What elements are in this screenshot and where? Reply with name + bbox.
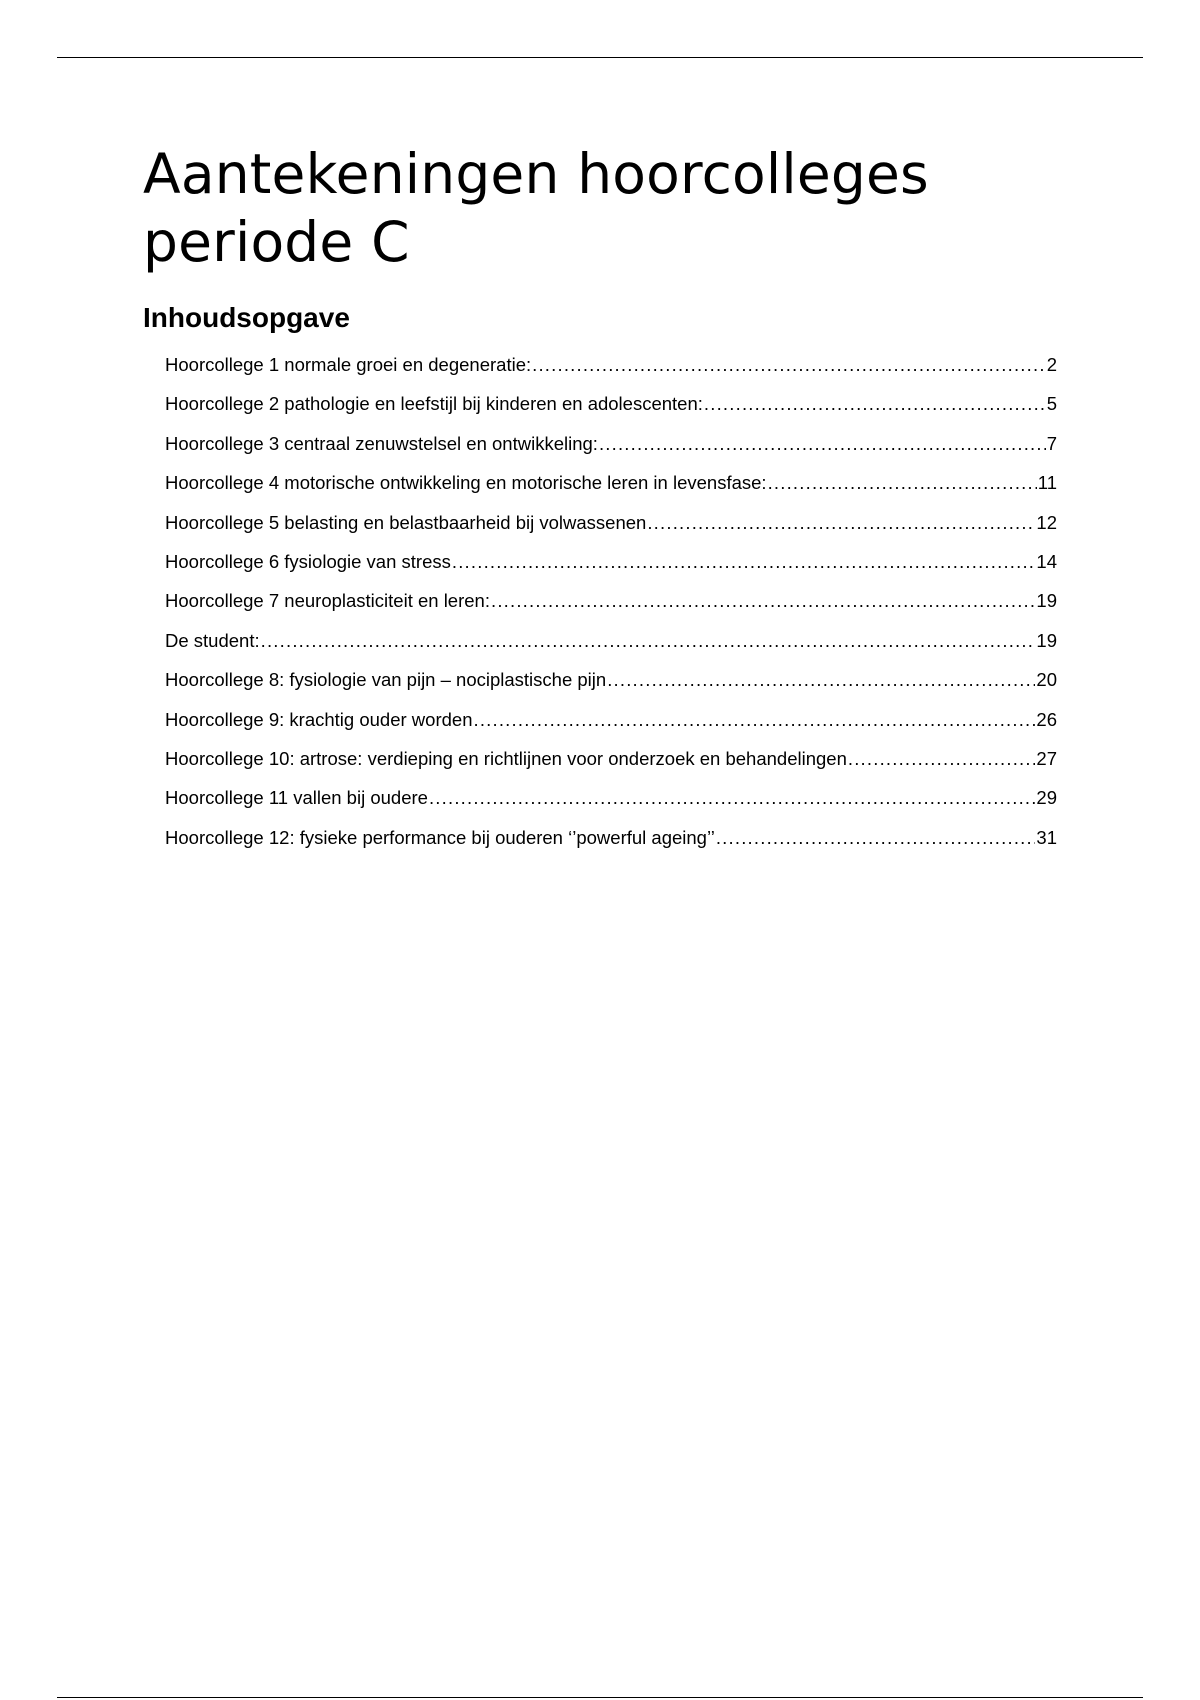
toc-dot-leader xyxy=(704,389,1046,419)
toc-entry-label: Hoorcollege 6 fysiologie van stress xyxy=(165,550,451,572)
toc-entry-page: 5 xyxy=(1046,393,1057,415)
toc-entry-label: Hoorcollege 9: krachtig ouder worden xyxy=(165,708,473,730)
toc-entry[interactable] xyxy=(165,586,1057,625)
footer-rule xyxy=(57,1697,1143,1698)
toc-dot-leader xyxy=(491,586,1035,616)
toc-entry-label: Hoorcollege 10: artrose: verdieping en richtlijnen voor onderzoek en behandelingen xyxy=(165,747,847,769)
toc-dot-leader xyxy=(261,626,1036,656)
toc-dot-leader xyxy=(848,744,1036,774)
toc-entry-page: 2 xyxy=(1046,354,1057,375)
toc-dot-leader xyxy=(473,705,1035,735)
toc-heading: Inhoudsopgave xyxy=(143,302,350,333)
toc-dot-leader xyxy=(607,665,1035,695)
toc-entry-label: De student: xyxy=(165,629,260,651)
toc-entry-label: Hoorcollege 3 centraal zenuwstelsel en ontwikkeling: xyxy=(165,432,598,454)
toc-dot-leader xyxy=(532,350,1046,380)
document-title xyxy=(143,140,1043,276)
table-of-contents xyxy=(165,350,1057,862)
toc-dot-leader xyxy=(768,468,1037,498)
toc-dot-leader xyxy=(716,823,1036,853)
toc-entry-page: 26 xyxy=(1036,708,1057,730)
toc-entry-page: 29 xyxy=(1036,787,1057,809)
toc-entry-label: Hoorcollege 8: fysiologie van pijn – nociplastische pijn xyxy=(165,669,607,691)
toc-entry-label: Hoorcollege 11 vallen bij oudere xyxy=(165,787,428,809)
toc-entry[interactable] xyxy=(165,626,1057,665)
toc-entry[interactable] xyxy=(165,705,1057,744)
toc-dot-leader xyxy=(599,429,1046,459)
toc-entry-label: Hoorcollege 2 pathologie en leefstijl bij kinderen en adolescenten: xyxy=(165,393,703,415)
header-rule xyxy=(57,57,1143,58)
toc-entry-page: 12 xyxy=(1036,511,1057,533)
toc-entry-page: 20 xyxy=(1036,669,1057,691)
toc-entry[interactable] xyxy=(165,350,1057,389)
toc-entry-page: 7 xyxy=(1046,432,1057,454)
toc-entry-label: Hoorcollege 12: fysieke performance bij ouderen ‘’powerful ageing’’ xyxy=(165,826,715,848)
toc-entry[interactable] xyxy=(165,823,1057,862)
toc-entry-page: 27 xyxy=(1036,747,1057,769)
toc-entry-page: 11 xyxy=(1037,472,1057,494)
toc-entry-label: Hoorcollege 4 motorische ontwikkeling en motorische leren in levensfase: xyxy=(165,472,767,494)
toc-entry[interactable] xyxy=(165,468,1057,507)
document-title-line-2: periode C xyxy=(143,210,410,274)
toc-dot-leader xyxy=(647,508,1035,538)
toc-entry[interactable] xyxy=(165,547,1057,586)
toc-entry-page: 31 xyxy=(1036,826,1057,848)
toc-entry-page: 19 xyxy=(1036,590,1057,612)
toc-entry[interactable] xyxy=(165,389,1057,428)
toc-entry-label: Hoorcollege 5 belasting en belastbaarheid bij volwassenen xyxy=(165,511,647,533)
toc-dot-leader xyxy=(452,547,1036,577)
toc-entry[interactable] xyxy=(165,665,1057,704)
toc-entry-page: 14 xyxy=(1036,550,1057,572)
document-title-line-1: Aantekeningen hoorcolleges xyxy=(143,142,929,206)
toc-entry-label: Hoorcollege 1 normale groei en degeneratie: xyxy=(165,354,532,375)
toc-entry-label: Hoorcollege 7 neuroplasticiteit en leren: xyxy=(165,590,490,612)
toc-entry[interactable] xyxy=(165,429,1057,468)
toc-entry[interactable] xyxy=(165,508,1057,547)
toc-entry-page: 19 xyxy=(1036,629,1057,651)
toc-entry[interactable] xyxy=(165,744,1057,783)
toc-entry[interactable] xyxy=(165,783,1057,822)
toc-dot-leader xyxy=(429,783,1035,813)
